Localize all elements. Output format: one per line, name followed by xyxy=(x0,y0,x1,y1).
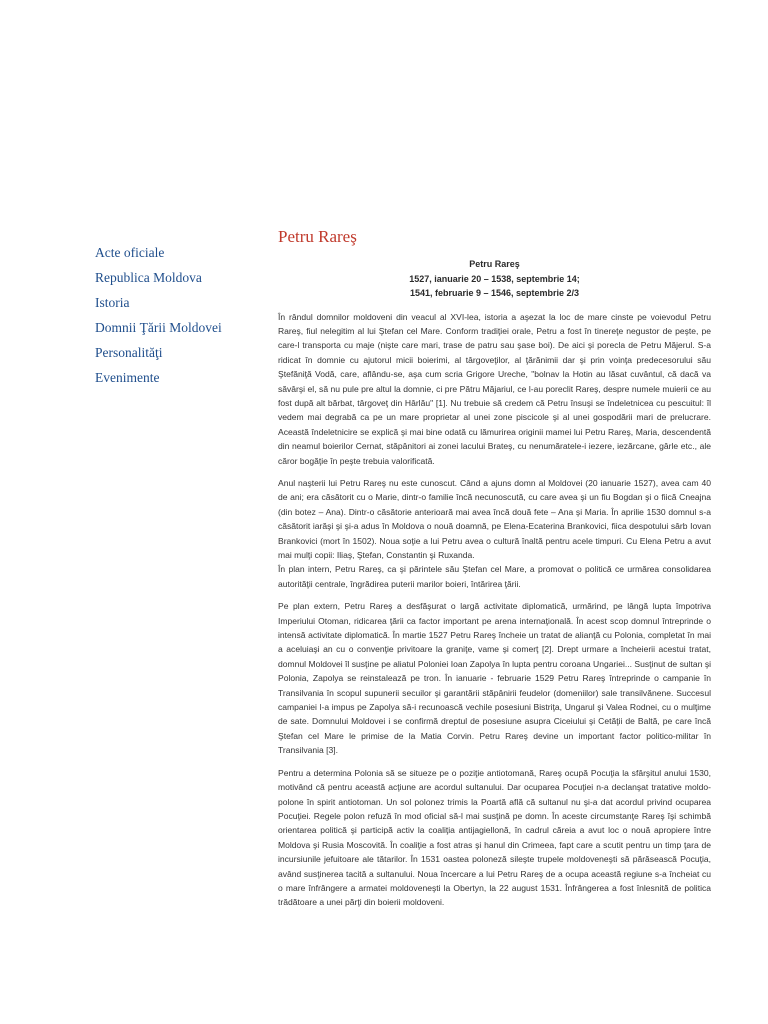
sidebar-item-domnii[interactable]: Domnii Ţării Moldovei xyxy=(95,320,222,335)
sidebar-item-istoria[interactable]: Istoria xyxy=(95,295,130,310)
article-paragraph: Anul naşterii lui Petru Rareş nu este cunoscut. Când a ajuns domn al Moldovei (20 ianuarie 1527), avea cam 40 de ani; era căsătorit cu o Marie, dintr-o familie încă necunoscută, cu care avea şi un fiu Bogdan şi o fiică Cneajna (din botez – Ana). Dintr-o căsătorie anterioară mai avea încă două fete – Ana şi Maria. În aprilie 1530 domnul s-a căsătorit iarăşi şi şi-a adus în Moldova o nouă doamnă, pe Elena-Ecaterina Brankovici, fiica despotului sârb Iovan Brankovici (mort în 1502). Noua soţie a lui Petru avea o cultură înaltă pentru acele timpuri. Cu Elena Petru a avut mai mulţi copii: Iliaş, Ştefan, Constantin şi Ruxanda. În plan intern, Petru Rareş, ca şi părintele său Ştefan cel Mare, a promovat o politică ce urmărea consolidarea autorităţii centrale, îngrădirea puterii marilor boieri, întărirea ţării. xyxy=(278,477,711,589)
sidebar-item-evenimente[interactable]: Evenimente xyxy=(95,370,160,385)
sidebar-item-acte-oficiale[interactable]: Acte oficiale xyxy=(95,245,165,260)
main-content xyxy=(278,226,711,918)
reign-dates-second: 1541, februarie 9 – 1546, septembrie 2/3 xyxy=(409,288,580,298)
article-paragraph: Pentru a determina Polonia să se situeze pe o poziţie antiotomană, Rareş ocupă Pocuţia la sfârşitul anului 1530, motivând că pentru această acţiune are acordul sultanului. Dar ocuparea Pocuţiei n-a declanşat tratative moldo-polone în spirit antiotoman. Un sol polonez trimis la Poartă află că sultanul nu şi-a dat acordul privind ocuparea Pocuţiei. Regele polon refuză în mod oficial să-l mai susţină pe domn. În aceste circumstanţe Rareş îşi schimbă orientarea politică şi participă activ la coaliţia antijagiellonă, în cadrul căreia a avut loc o nouă apropiere între Moldova şi Rusia Moscovită. În coaliţie a fost atras şi hanul din Crimeea, fapt care a scutit pentru un timp ţara de incursiunile jefuitoare ale tătarilor. În 1531 oastea poloneză sileşte trupele moldoveneşti să părăsească Pocuţia, având susţinerea tacită a sultanului. Noua încercare a lui Petru Rareş de a ocupa această regiune s-a încheiat cu o mare înfrângere a armatei moldoveneşti la Obertyn, la 22 august 1531. Înfrângerea a fost înlesnită de politica trădătoare a unei părţi din boierii moldoveni. xyxy=(278,767,711,908)
article-paragraph: Pe plan extern, Petru Rareş a desfăşurat o largă activitate diplomatică, urmărind, pe lângă lupta împotriva Imperiului Otoman, ridicarea ţării ca factor important pe arena internaţională. În acest scop domnul întreprinde o intensă activitate diplomatică. În martie 1527 Petru Rareş încheie un tratat de alianţă cu Polonia, completat în mai a aceluiaşi an cu o convenţie privitoare la graniţe, vame şi comerţ [2]. Drept urmare a încheierii acestui tratat, domnul Moldovei îl susţine pe aliatul Poloniei Ioan Zapolya în lupta pentru coroana Ungariei... Susţinut de sultan şi Polonia, Zapolya se reinstalează pe tron. În ianuarie - februarie 1529 Petru Rareş întreprinde o campanie în Transilvania în scopul supunerii secuilor şi garantării stăpânirii feudelor (domeniilor) sale transilvănene. Succesul campaniei l-a impus pe Zapolya să-i recunoască vechile posesiuni Bistriţa, Ungarul şi Valea Rodnei, cu o mulţime de sate. Domnului Moldovei i se confirmă dreptul de posesiune asupra Ciceiului şi Cetăţii de Baltă, pe care încă Ştefan cel Mare le primise de la Matia Corvin. Petru Rareş devine un important factor politico-militar în Transilvania [3]. xyxy=(278,601,711,756)
sidebar-nav xyxy=(95,240,265,390)
article-header xyxy=(278,257,711,301)
article-paragraph: În rândul domnilor moldoveni din veacul al XVI-lea, istoria a aşezat la loc de mare cinste pe voievodul Petru Rareş, fiul nelegitim al lui Ştefan cel Mare. Conform tradiţiei orale, Petru a fost în tinereţe negustor de peşte, pe care-l transporta cu maje (nişte care mari, trase de patru sau şase boi). De aici şi porecla de Petru Măjerul. S-a ridicat în domnie cu ajutorul micii boierimi, al târgoveţilor, al ţărănimii dar şi prin voinţa predecesorului său Ştefăniţă Vodă, care, aflându-se, aşa cum scria Grigore Ureche, "bolnav la Hotin au lăsat cuvântul, că dacă va săvârşi el, să nu pule pre altul la domnie, ci pre Pătru Măjariul, ce l-au poreclit Rareş, despre numele muierii ce au fost după alt bărbat, târgoveţ din Hârlău" [1]. Nu trebuie să credem că Petru însuşi se îndeletnicea cu pescuitul: îl vedem mai degrabă ca pe un mare proprietar al unei zone piscicole şi al unei gospodării mari de prelucrare. Această îndeletnicire se explică şi mai bine odată cu lămurirea originii mamei lui Petru Rareş, Maria, descendentă din neamul boierilor Cernat, stăpânitori ai zonei lacului Brateş, cu nenumăratele-i iezere, iezărcane, gârle etc., ale căror bogăţie în peşte trebuia valorificată. xyxy=(278,311,711,466)
sidebar-item-republica-moldova[interactable]: Republica Moldova xyxy=(95,270,202,285)
reign-dates-first: 1527, ianuarie 20 – 1538, septembrie 14; xyxy=(409,273,580,284)
sidebar-item-personalitati[interactable]: Personalităţi xyxy=(95,345,163,360)
page-title: Petru Rareş xyxy=(278,227,357,246)
ruler-name: Petru Rareş xyxy=(469,259,520,269)
